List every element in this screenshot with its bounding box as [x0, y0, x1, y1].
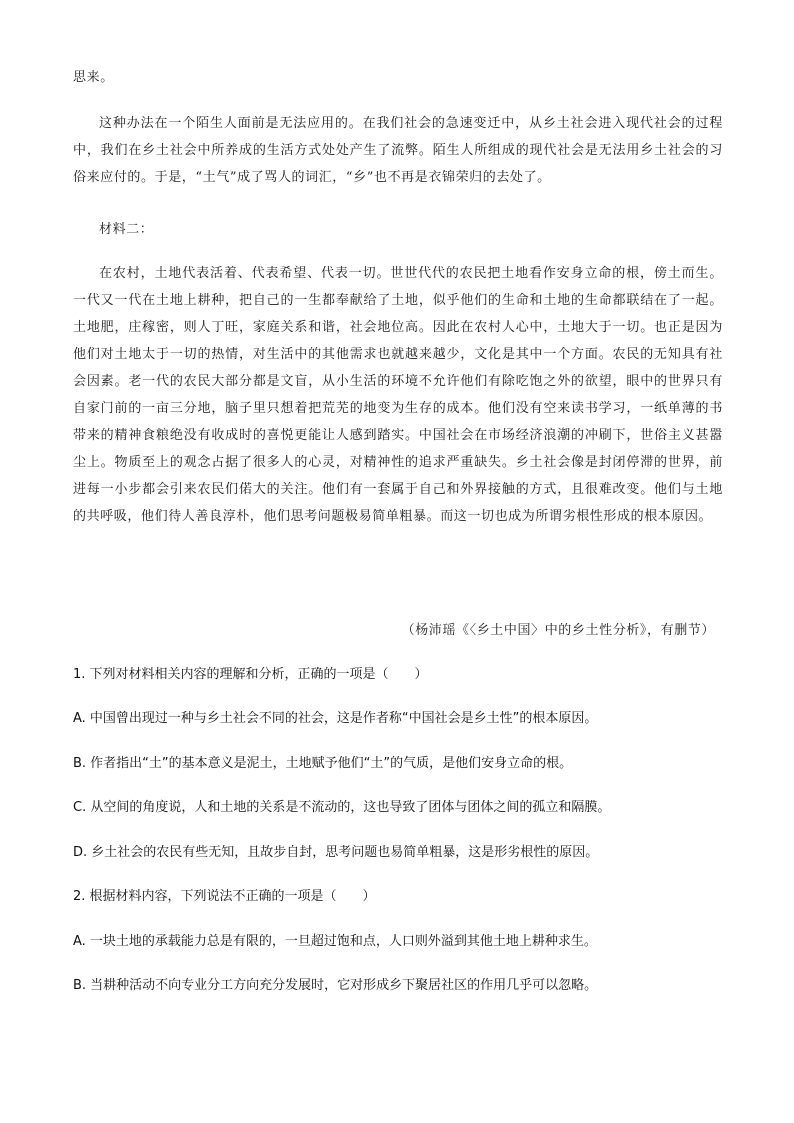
question-1-option-c: C. 从空间的角度说，人和土地的关系是不流动的，这也导致了团体与团体之间的孤立和隔膜。: [73, 800, 611, 815]
question-2-stem: 2. 根据材料内容，下列说法不正确的一项是（ ）: [73, 889, 376, 904]
source-citation: （杨沛瑶《〈乡土中国〉中的乡土性分析》，有删节）: [401, 623, 715, 638]
passage-paragraph-1: 这种办法在一个陌生人面前是无法应用的。在我们社会的急速变迁中，从乡土社会进入现代社会的过程中，我们在乡土社会中所养成的生活方式处处产生了流弊。陌生人所组成的现代社会是无法用乡土社会的习俗来应付的。于是，“土气”成了骂人的词汇，“乡”也不再是衣锦荣归的去处了。: [73, 116, 723, 185]
question-2-option-b: B. 当耕种活动不向专业分工方向充分发展时，它对形成乡下聚居社区的作用几乎可以忽略。: [73, 978, 598, 993]
question-1-option-a: A. 中国曾出现过一种与乡土社会不同的社会，这是作者称“中国社会是乡土性”的根本原因。: [73, 711, 598, 726]
question-2-option-a: A. 一块土地的承载能力总是有限的，一旦超过饱和点，人口则外溢到其他土地上耕种求生。: [73, 934, 597, 949]
passage-paragraph-2: 在农村，土地代表活着、代表希望、代表一切。世世代代的农民把土地看作安身立命的根，傍土而生。一代又一代在土地上耕种，把自己的一生都奉献给了土地，似乎他们的生命和土地的生命都联结在了一起。土地肥，庄稼密，则人丁旺，家庭关系和谐，社会地位高。因此在农村人心中，土地大于一切。也正是因为他们对土地太于一切的热情，对生活中的其他需求也就越来越少，文化是其中一个方面。农民的无知具有社会因素。老一代的农民大部分都是文盲，从小生活的环境不允许他们有除吃饱之外的欲望，眼中的世界只有自家门前的一亩三分地，脑子里只想着把荒芜的地变为生存的成本。他们没有空来读书学习，一纸单薄的书带来的精神食粮绝没有收成时的喜悦更能让人感到踏实。中国社会在市场经济浪潮的冲刷下，世俗主义甚嚣尘上。物质至上的观念占据了很多人的心灵，对精神性的追求严重缺失。乡土社会像是封闭停滞的世界，前进每一小步都会引来农民们偌大的关注。他们有一套属于自己和外界接触的方式，且很难改变。他们与土地的共呼吸，他们待人善良淳朴，他们思考问题极易简单粗暴。而这一切也成为所谓劣根性形成的根本原因。: [73, 266, 723, 524]
material-2-label: 材料二：: [99, 222, 154, 237]
passage-continued-line: 思来。: [73, 70, 114, 85]
question-1-option-d: D. 乡土社会的农民有些无知，且故步自封，思考问题也易简单粗暴，这是形劣根性的原因。: [73, 845, 599, 860]
question-1-stem: 1. 下列对材料相关内容的理解和分析，正确的一项是（ ）: [73, 667, 428, 682]
question-1-option-b: B. 作者指出“土”的基本意义是泥土，土地赋予他们“土”的气质，是他们安身立命的根。: [73, 756, 573, 771]
